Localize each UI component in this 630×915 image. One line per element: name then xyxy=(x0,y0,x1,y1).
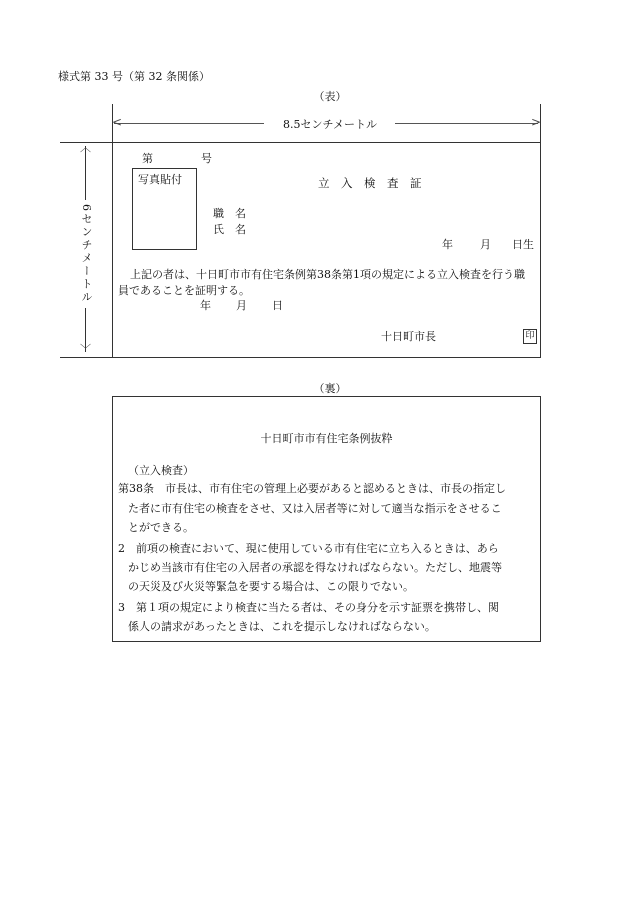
birth-day: 日生 xyxy=(512,238,534,251)
card-title: 立 入 検 査 証 xyxy=(318,176,422,190)
photo-label: 写真貼付 xyxy=(138,173,182,186)
certification-statement-1: 上記の者は、十日町市市有住宅条例第38条第1項の規定による立入検査を行う職 xyxy=(130,268,525,281)
card-number-go: 号 xyxy=(201,152,212,165)
clause-2-line-1: 2 前項の検査において、現に使用している市有住宅に立ち入るときは、あら xyxy=(118,542,499,555)
back-title: 十日町市市有住宅条例抜粋 xyxy=(260,432,393,445)
seal-mark: 印 xyxy=(523,329,537,344)
card-number-dai: 第 xyxy=(142,152,153,165)
width-dim-line-right xyxy=(395,123,538,124)
width-dim-line-left xyxy=(114,123,264,124)
back-label: （裏） xyxy=(313,382,347,395)
birth-year: 年 xyxy=(442,238,453,251)
clause-2-line-2: かじめ当該市有住宅の入居者の承認を得なければならない。ただし、地震等 xyxy=(128,561,502,574)
issue-year: 年 xyxy=(200,299,211,312)
height-dim-bottom-arrow: ﹀ xyxy=(80,343,91,356)
article-38-line-1: 第38条 市長は、市有住宅の管理上必要があると認めるときは、市長の指定し xyxy=(118,482,506,495)
name-label: 氏 名 xyxy=(213,223,246,236)
article-38-line-3: とができる。 xyxy=(128,521,194,534)
issue-day: 日 xyxy=(272,299,283,312)
clause-3-line-2: 係人の請求があったときは、これを提示しなければならない。 xyxy=(128,620,436,633)
job-title-label: 職 名 xyxy=(213,207,246,220)
width-dim-right-arrow: > xyxy=(531,115,542,129)
height-dim-top-arrow: ︿ xyxy=(80,141,91,154)
front-label: （表） xyxy=(313,90,347,103)
width-dimension-label: 8.5センチメートル xyxy=(282,118,378,131)
section-heading: （立入検査） xyxy=(128,464,194,477)
issue-month: 月 xyxy=(236,299,247,312)
height-dim-bottom-tick xyxy=(60,357,112,358)
clause-2-line-3: の天災及び火災等緊急を要する場合は、この限りでない。 xyxy=(128,580,414,593)
height-dimension-label: 6センチメートル xyxy=(78,200,94,308)
width-dim-left-arrow: < xyxy=(112,115,123,129)
birth-month: 月 xyxy=(480,238,491,251)
form-number: 様式第 33 号（第 32 条関係） xyxy=(58,70,210,83)
clause-3-line-1: 3 第１項の規定により検査に当たる者は、その身分を示す証票を携帯し、関 xyxy=(118,601,499,614)
issuer-mayor: 十日町市長 xyxy=(381,330,436,343)
certification-statement-2: 員であることを証明する。 xyxy=(118,284,250,297)
article-38-line-2: た者に市有住宅の検査をさせ、又は入居者等に対して適当な指示をさせるこ xyxy=(128,502,502,515)
